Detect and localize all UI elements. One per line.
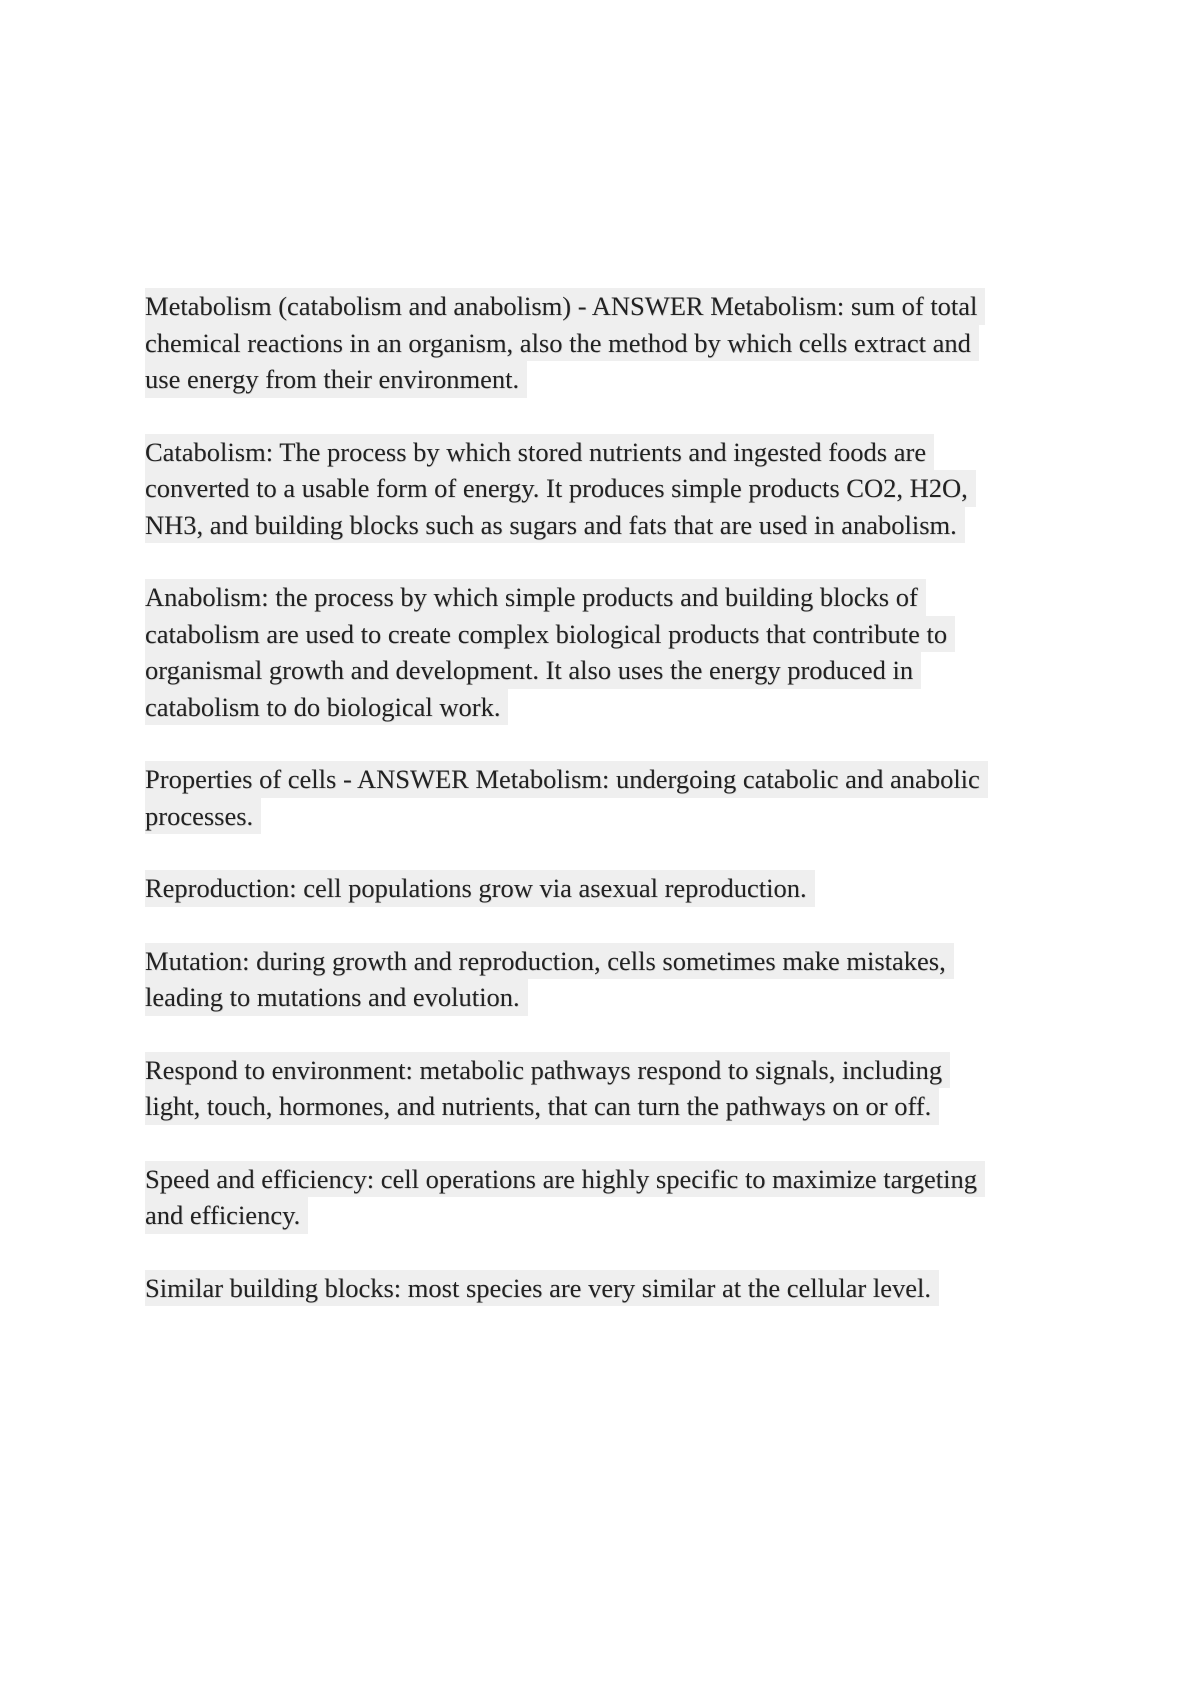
- paragraph-respond: [145, 1052, 1065, 1125]
- text-line: processes.: [145, 798, 261, 835]
- paragraph-mutation: [145, 943, 1065, 1016]
- paragraph-similar: [145, 1270, 1065, 1307]
- text-line: Similar building blocks: most species are very similar at the cellular level.: [145, 1270, 939, 1307]
- text-line: Speed and efficiency: cell operations are highly specific to maximize targeting: [145, 1161, 985, 1198]
- text-line: Metabolism (catabolism and anabolism) - ANSWER Metabolism: sum of total: [145, 288, 985, 325]
- text-line: chemical reactions in an organism, also the method by which cells extract and: [145, 325, 979, 362]
- paragraph-speed: [145, 1161, 1065, 1234]
- paragraph-metabolism-answer: [145, 288, 1065, 398]
- text-line: converted to a usable form of energy. It produces simple products CO2, H2O,: [145, 470, 976, 507]
- text-line: catabolism to do biological work.: [145, 689, 508, 726]
- document-body: [145, 288, 1065, 1342]
- text-line: organismal growth and development. It also uses the energy produced in: [145, 652, 921, 689]
- paragraph-anabolism: [145, 579, 1065, 725]
- text-line: Catabolism: The process by which stored nutrients and ingested foods are: [145, 434, 934, 471]
- text-line: light, touch, hormones, and nutrients, that can turn the pathways on or off.: [145, 1088, 939, 1125]
- text-line: Reproduction: cell populations grow via asexual reproduction.: [145, 870, 815, 907]
- paragraph-reproduction: [145, 870, 1065, 907]
- text-line: Properties of cells - ANSWER Metabolism: undergoing catabolic and anabolic: [145, 761, 988, 798]
- text-line: Mutation: during growth and reproduction, cells sometimes make mistakes,: [145, 943, 954, 980]
- text-line: and efficiency.: [145, 1197, 308, 1234]
- text-line: catabolism are used to create complex biological products that contribute to: [145, 616, 955, 653]
- text-line: NH3, and building blocks such as sugars and fats that are used in anabolism.: [145, 507, 965, 544]
- text-line: Respond to environment: metabolic pathways respond to signals, including: [145, 1052, 950, 1089]
- text-line: Anabolism: the process by which simple products and building blocks of: [145, 579, 926, 616]
- paragraph-catabolism: [145, 434, 1065, 544]
- text-line: leading to mutations and evolution.: [145, 979, 528, 1016]
- text-line: use energy from their environment.: [145, 361, 527, 398]
- paragraph-properties-answer: [145, 761, 1065, 834]
